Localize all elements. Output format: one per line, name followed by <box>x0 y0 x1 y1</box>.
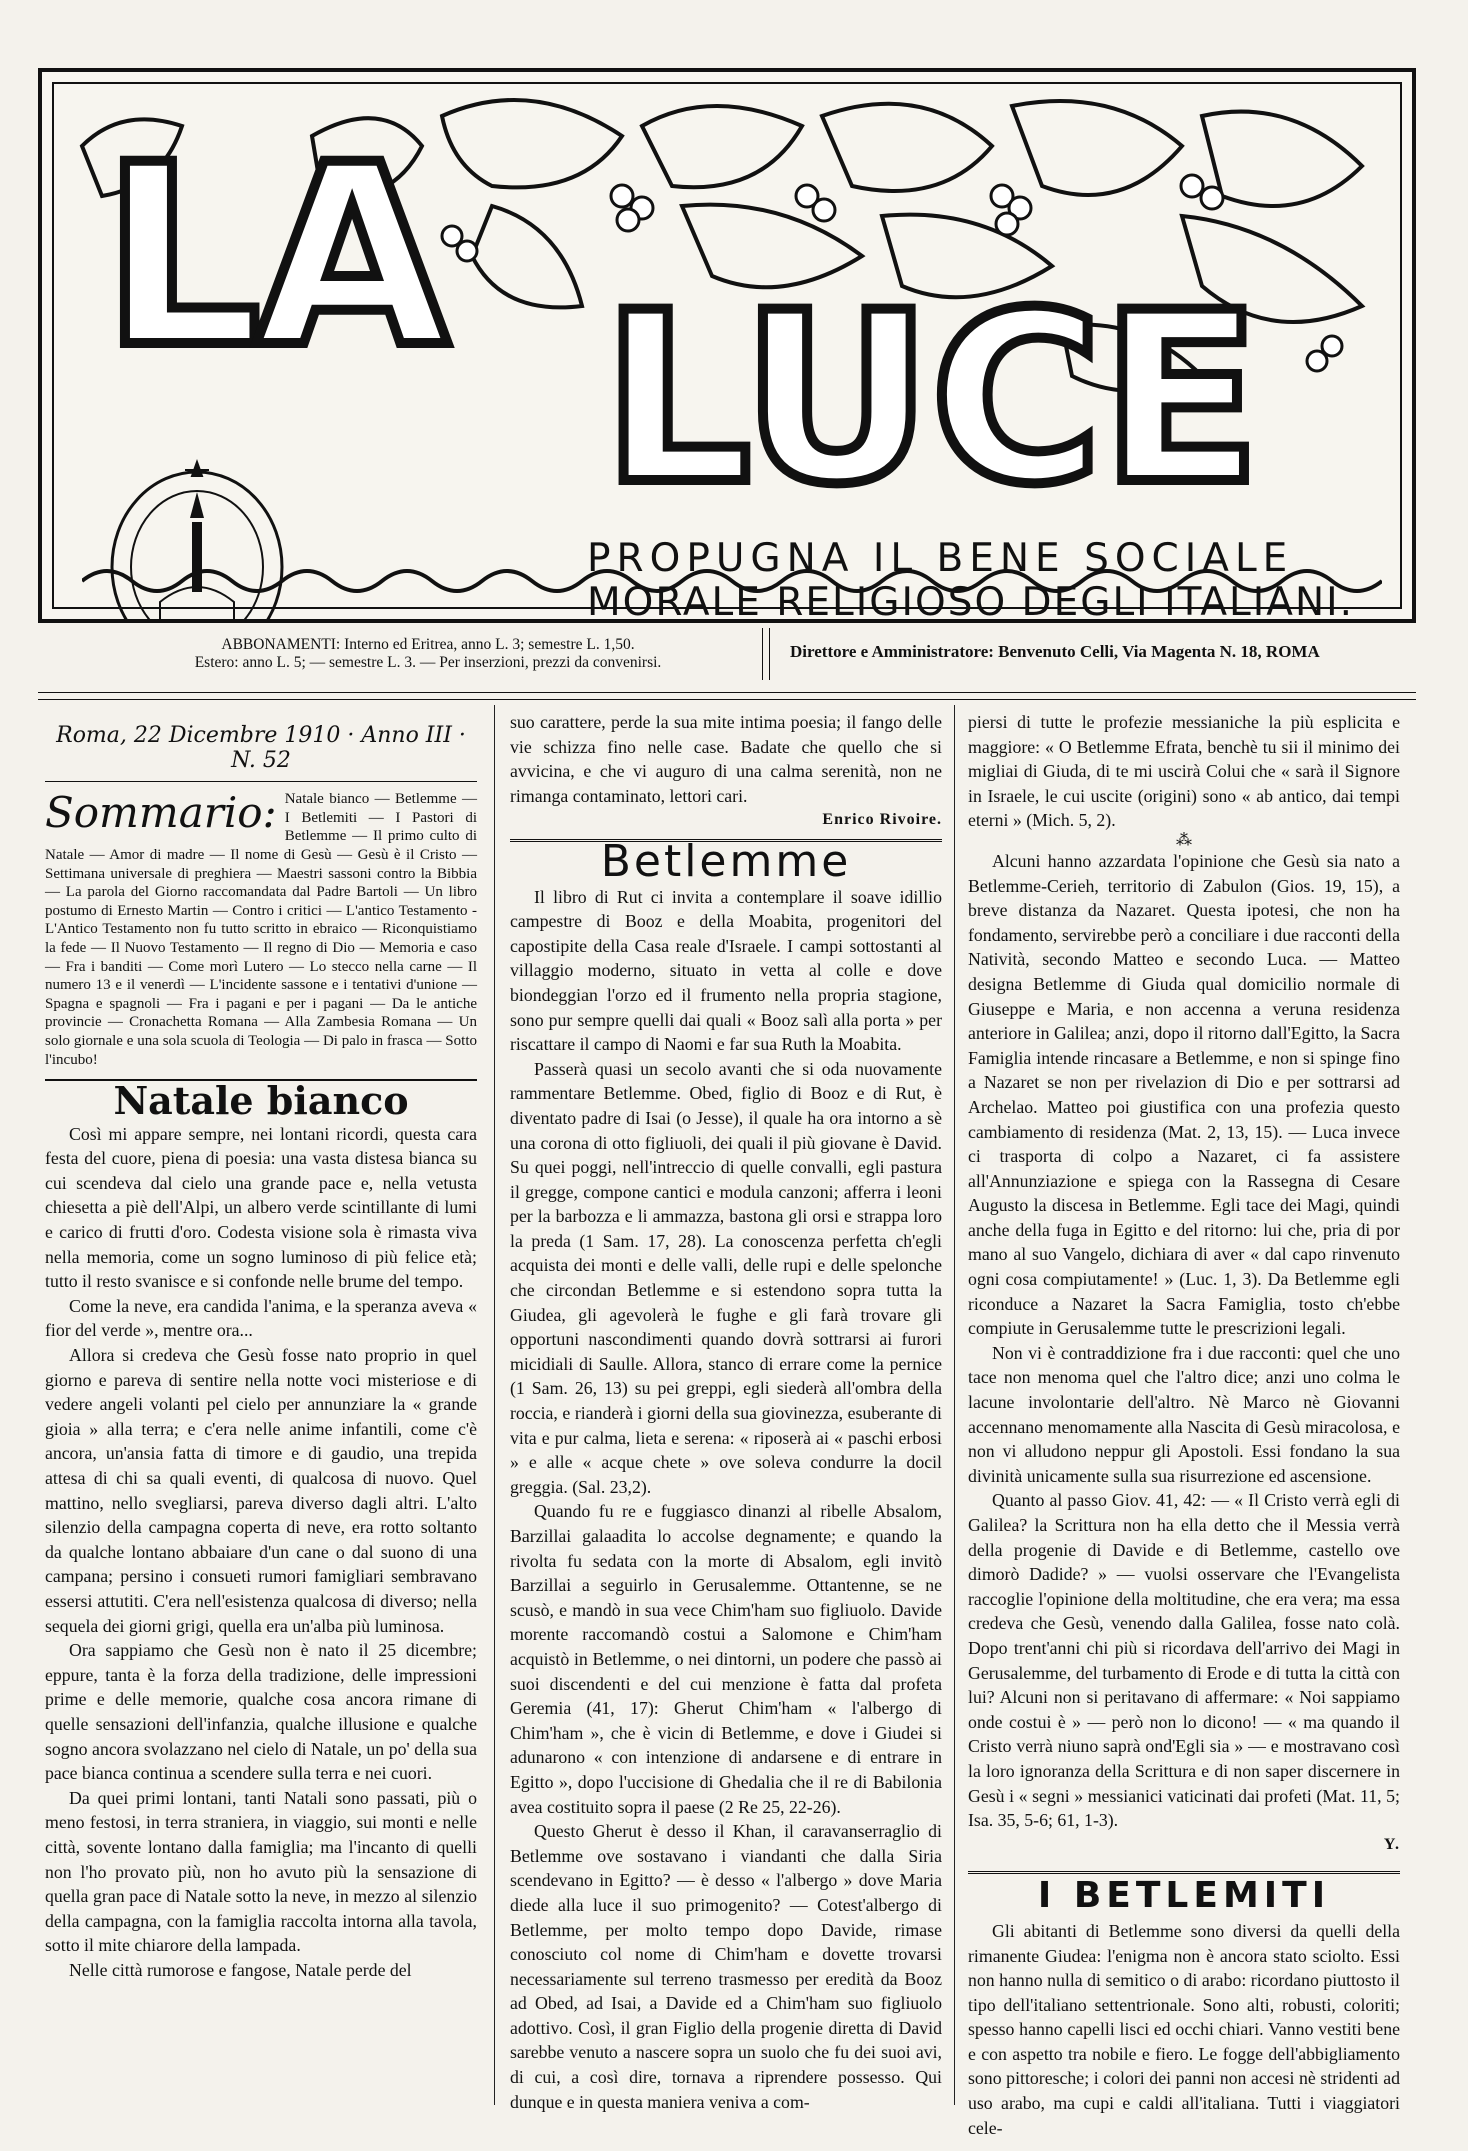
sommario-title: Sommario: <box>45 788 277 838</box>
heading-betlemme: Betlemme <box>510 839 942 875</box>
subscription-line-2: Estero: anno L. 5; — semestre L. 3. — Per inserzioni, prezzi da convenirsi. <box>194 654 662 671</box>
natale-para-3: Allora si credeva che Gesù fosse nato proprio in quel giorno e pareva di sentire nella notte voci misteriose e di vedere angeli volanti pel cielo per annunziare la « grande gioia » alla terra; e c'era nelle anime infantili, come c'è ancora, un'ansia fatta di timore e di gaudio, una trepida attesa di chi sa quali eventi, di qualcosa di nuovo. Quel mattino, nello svegliarsi, pareva diverso dagli altri. L'alto silenzio della campagna coperta di neve, era rotto soltanto da qualche lontano abbaiare d'un cane o dal suono di una campana; persino i consueti rumori famigliari sembravano essersi attutiti. C'era nell'esistenza qualcosa di diverso; nella sequela dei giorni grigi, quella era un'alba più luminosa. <box>45 1345 477 1636</box>
column-3 <box>968 710 1400 2140</box>
natale-para-1: Così mi appare sempre, nei lontani ricordi, questa cara festa del cuore, piena di poesia: una vasta distesa bianca su cui scendeva dal cielo una grande pace e, nella vetusta chiesetta a piè dell'Alpi, un albero verde scintillante di lumi e carico di frutti d'oro. Codesta visione sola è rimasta viva nella memoria, come un sogno luminoso di più felice età; tutto il resto svanisce e si confonde nelle brume del tempo. <box>45 1123 477 1292</box>
tagline-line-2: MORALE RELIGIOSO DEGLI ITALIANI. <box>587 580 1355 623</box>
title-luce: LUCE <box>602 263 1260 536</box>
betlemiti-para-1: Gli abitanti di Betlemme sono diversi da quelli della rimanente Giudea: l'enigma non è ancora stato sciolto. Essi non hanno nulla di semitico o di arabo: ricordano piuttosto il tipo dell'italiano settentrionale. Sono alti, robusti, coloriti; spesso hanno capelli lisci ed occhi chiari. Vanno vestiti bene e con aspetto tra nobile e fiero. Le fogge dell'abbigliamento sono pittoresche; i colori dei panni non accesi nè stridenti ad uso arabo, ma cupi e caldi all'italiana. Tutti i viaggiatori cele- <box>968 1920 1400 2138</box>
sommario <box>45 790 477 1069</box>
subscription-divider <box>762 628 770 680</box>
column-divider-1 <box>494 705 495 2105</box>
natale-para-6: Nelle città rumorose e fangose, Natale perde del <box>69 1959 412 1980</box>
column-1 <box>45 710 477 1982</box>
betlemme-para-2: Passerà quasi un secolo avanti che si oda nuovamente rammentare Betlemme. Obed, figlio di Booz e di Rut, è diventato padre di Isai (o Jesse), il quale ha ora intorno a sè una corona di otto figliuoli, dei quali il più giovane è David. Su quei poggi, nell'intreccio di quelle convalli, egli pastura il gregge, compone cantici e modula canzoni; afferra i leoni per la barbozza e li ammazza, bastona gli orsi e strappa loro la preda (1 Sam. 17, 28). La conoscenza perfetta ch'egli acquista dei monti e delle valli, delle rupi e delle spelonche che circondan Betlemme e si estendono sopra tutta la Giudea, gli agevolerà le fughe e gli farà trovare gli opportuni nascondimenti quando dovrà sottrarsi ai furori micidiali di Saulle. Allora, stanco di errare come la pernice (1 Sam. 26, 13) su pei greppi, egli siederà all'ombra della roccia, e rianderà i giorni della sua giovinezza, esuberante di vita e pur calma, lieta e serena: « riposerà ai « paschi erbosi » e alle « acque chete » ove soleva condurre la docil greggia. (Sal. 23,2). <box>510 1058 942 1497</box>
betlemme-para-4: Questo Gherut è desso il Khan, il caravanserraglio di Betlemme ove sostavano i viandanti che dalla Siria scendevano in Egitto? — è desso « l'albergo » dove Maria diede alla luce il suo primogenito? — Cotest'albergo di Betlemme, per molto tempo dopo Davide, rimase conosciuto col nome di Chim'ham e dovette trovarsi necessariamente sul terreno trasmesso per eredità da Booz ad Obed, ad Isai, a Davide ed a Chim'ham suo figliuolo adottivo. Così, il gran Figlio della progenie diretta di David sarebbe venuto a nascere sopra un suolo che fu dei suoi avi, di cui, a così dire, tornava a riprendere possesso. Qui dunque e in questa maniera veniva a com- <box>510 1821 942 2112</box>
sommario-text: Natale bianco — Betlemme — I Betlemiti — I Pastori di Betlemme — Il primo culto di Natale — Amor di madre — Il nome di Gesù — Gesù è il Cristo — Settimana universale di preghiera — Maestri sassoni contro la Bibbia — La parola del Giorno raccomandata dal Padre Bartoli — Un libro postumo di Ernesto Martin — Contro i critici — L'antico Testamento - L'Antico Testamento non fu tutto scritto in ebraico — Riconquistiamo la fede — Il Nuovo Testamento — Il regno di Dio — Memoria e caso — Fra i banditi — Come morì Lutero — Lo stecco nella carne — Il numero 13 e il venerdì — L'incidente sassone e i tentativi d'unione — Spagna e spagnoli — Fra i pagani e per i pagani — Da le antiche provincie — Cronachetta Romana — Alla Zambesia Romana — Un solo giornale e una sola scuola di Teologia — Di palo in frasca — Sotto l'incubo! <box>45 791 477 1068</box>
betlemme-continuation: piersi di tutte le profezie messianiche la più esplicita e maggiore: « O Betlemme Efrata, benchè tu sii il minimo dei migliai di Giuda, di te mi uscirà Colui che « sarà il Signore in Israele, le cui uscite (origini) sono « ab antico, dai tempi eterni » (Mich. 5, 2). <box>968 712 1400 831</box>
section-stars: ⁂ <box>1176 831 1192 849</box>
natale-para-4: Ora sappiamo che Gesù non è nato il 25 dicembre; eppure, tanta è la forza della tradizione, delle impressioni prime e delle memorie, qualche cosa ancora rimane di quelle sensazioni dell'infanzia, qualche illusione e qualche sogno ancora svolazzano nel cielo di Natale, un po' della sua pace bianca continua a scendere sulla terra e nei cuori. <box>45 1640 477 1784</box>
betlemme-para-7: Quanto al passo Giov. 41, 42: — « Il Cristo verrà egli di Galilea? la Scrittura non ha ella detto che il Messia verrà della progenie di Davide e di Betlemme, castello ove dimorò Dadide? » — vuolsi osservare che l'Evangelista raccoglie l'opinione della moltitudine, che era vera; ma essa credeva che Gesù, venendo dalla Galilea, fosse nato colà. Dopo trent'anni chi più si ricordava dell'arrivo dei Magi in Gerusalemme, del turbamento di Erode e di tutta la città con lui? Alcuni non si peritavano di affermare: « Noi sappiamo onde costui è » — però non lo dicono! — « ma quando il Cristo verrà niuno saprà ond'Egli sia » — e mostravano così la loro ignoranza della Scrittura e di non saper discernere in Gesù i « segni » messianici vaticinati dai profeti (Mat. 11, 5; Isa. 35, 5-6; 61, 1-3). <box>968 1490 1400 1831</box>
betlemme-para-6: Non vi è contraddizione fra i due racconti: quel che uno tace non menoma quel che l'altro dice; anzi uno colma le lacune involontarie dell'altro. Nè Marco nè Giovanni accennano menomamente alla Nascita di Gesù miracolosa, e non vi alludono neppur gli Apostoli. Essi fondano la sua divinità unicamente sulla sua risurrezione ed ascensione. <box>968 1342 1400 1486</box>
column-2 <box>510 710 942 2114</box>
natale-continuation: suo carattere, perde la sua mite intima poesia; il fango delle vie schizza fino nelle case. Badate che quello che si avvicina, e che vi auguro di una calma serenità, non ne rimanga contaminato, lettori cari. <box>510 712 942 806</box>
director-info: Direttore e Amministratore: Benvenuto Celli, Via Magenta N. 18, ROMA <box>790 642 1320 661</box>
masthead <box>38 68 1416 623</box>
dateline: Roma, 22 Dicembre 1910 · Anno III · N. 52 <box>45 710 477 782</box>
natale-para-2: Come la neve, era candida l'anima, e la speranza aveva « fior del verde », mentre ora... <box>45 1295 477 1341</box>
subscription-info <box>98 636 758 672</box>
heading-i-betlemiti: I BETLEMITI <box>968 1871 1400 1909</box>
subscription-line-1: ABBONAMENTI: Interno ed Eritrea, anno L. 3; semestre L. 1,50. <box>221 636 635 653</box>
subscription-bar <box>38 628 1416 690</box>
tagline-line-1: PROPUGNA IL BENE SOCIALE <box>587 536 1294 581</box>
natale-signature: Enrico Rivoire. <box>822 811 942 829</box>
betlemme-signature: Y. <box>1383 1835 1400 1853</box>
header-rule <box>38 692 1416 700</box>
betlemme-para-3: Quando fu re e fuggiasco dinanzi al ribelle Absalom, Barzillai galaadita lo accolse degnamente; e quando la rivolta fu sedata con la morte di Absalom, egli invitò Barzillai a seguirlo in Gerusalemme. Ottantenne, se ne scusò, e mandò in sua vece Chim'ham suo figliuolo. Davide morente raccomandò costui a Salomone e Chim'ham acquistò in Betlemme, o nei dintorni, un podere che passò ai suoi discendenti e del cui menzione è fatta dal profeta Geremia (41, 17): Gherut Chim'ham « l'albergo di Chim'ham », che è vicin di Betlemme, e dove i Giudei si adunarono « con intenzione di andarsene e di entrare in Egitto », dopo l'uccisione di Ghedalia che il re di Babilonia avea costituito sopra il paese (2 Re 25, 22-26). <box>510 1501 942 1817</box>
betlemme-para-5: Alcuni hanno azzardata l'opinione che Gesù sia nato a Betlemme-Cerieh, territorio di Zabulon (Gios. 19, 15), a breve distanza da Nazaret. Questa ipotesi, che non ha fondamento, servirebbe però a conciliare i due racconti della Natività, secondo Matteo e secondo Luca. — Matteo designa Betlemme di Giuda qual domicilio normale di Giuseppe e Maria, e non accenna a veruna residenza anteriore in Galilea; anzi, dopo il ritorno dall'Egitto, la Sacra Famiglia intende rincasare a Betlemme, e non si spinge fino a Nazaret se non per rivelazion di Dio e per sottrarsi ad Archelao. Matteo poi giustifica con una profezia questo cambiamento di residenza (Mat. 2, 13, 15). — Luca invece ci trasporta di colpo a Nazaret, ci fa assistere all'Annunziazione e spiega con la Rassegna di Cesare Augusto la discesa in Betlemme. Egli tace dei Magi, quindi anche della fuga in Egitto e del ritorno: lui che, pria di por mano al suo Vangelo, dichiara di aver « dal capo rinvenuto ogni cosa compiutamente! » (Luc. 1, 3). Da Betlemme egli riconduce a Nazaret la Sacra Famiglia, tosto ch'ebbe compiute in Gerusalemme tutte le prescrizioni legali. <box>968 850 1400 1339</box>
natale-para-5: Da quei primi lontani, tanti Natali sono passati, più o meno festosi, in terra straniera, in viaggio, sui monti e nelle città, sovente lontano dalla famiglia; ma l'incanto di quelli non l'ho provato più, non ho avuto più la sensazione di quella gran pace di Natale sotto la neve, in mezzo al silenzio della campagna, con la famiglia raccolta intorna alla tavola, sotto il mite chiarore della lampada. <box>45 1787 477 1956</box>
title-la: LA <box>102 111 443 402</box>
wave-ornament <box>82 561 1382 601</box>
heading-natale-bianco: Natale bianco <box>45 1079 477 1114</box>
betlemme-para-1: Il libro di Rut ci invita a contemplare il soave idillio campestre di Booz e della Moabita, progenitori del capostipite della Casa reale d'Israele. I campi sottostanti al villaggio moderno, situato in vetta al colle e dove biondeggian l'orzo ed il frumento nella propria stagione, sono pur sempre quelli dai quali « Booz salì alla porta » per riscattare il campo di Naomi e far sua Ruth la Moabita. <box>510 886 942 1055</box>
column-divider-2 <box>954 705 955 2105</box>
